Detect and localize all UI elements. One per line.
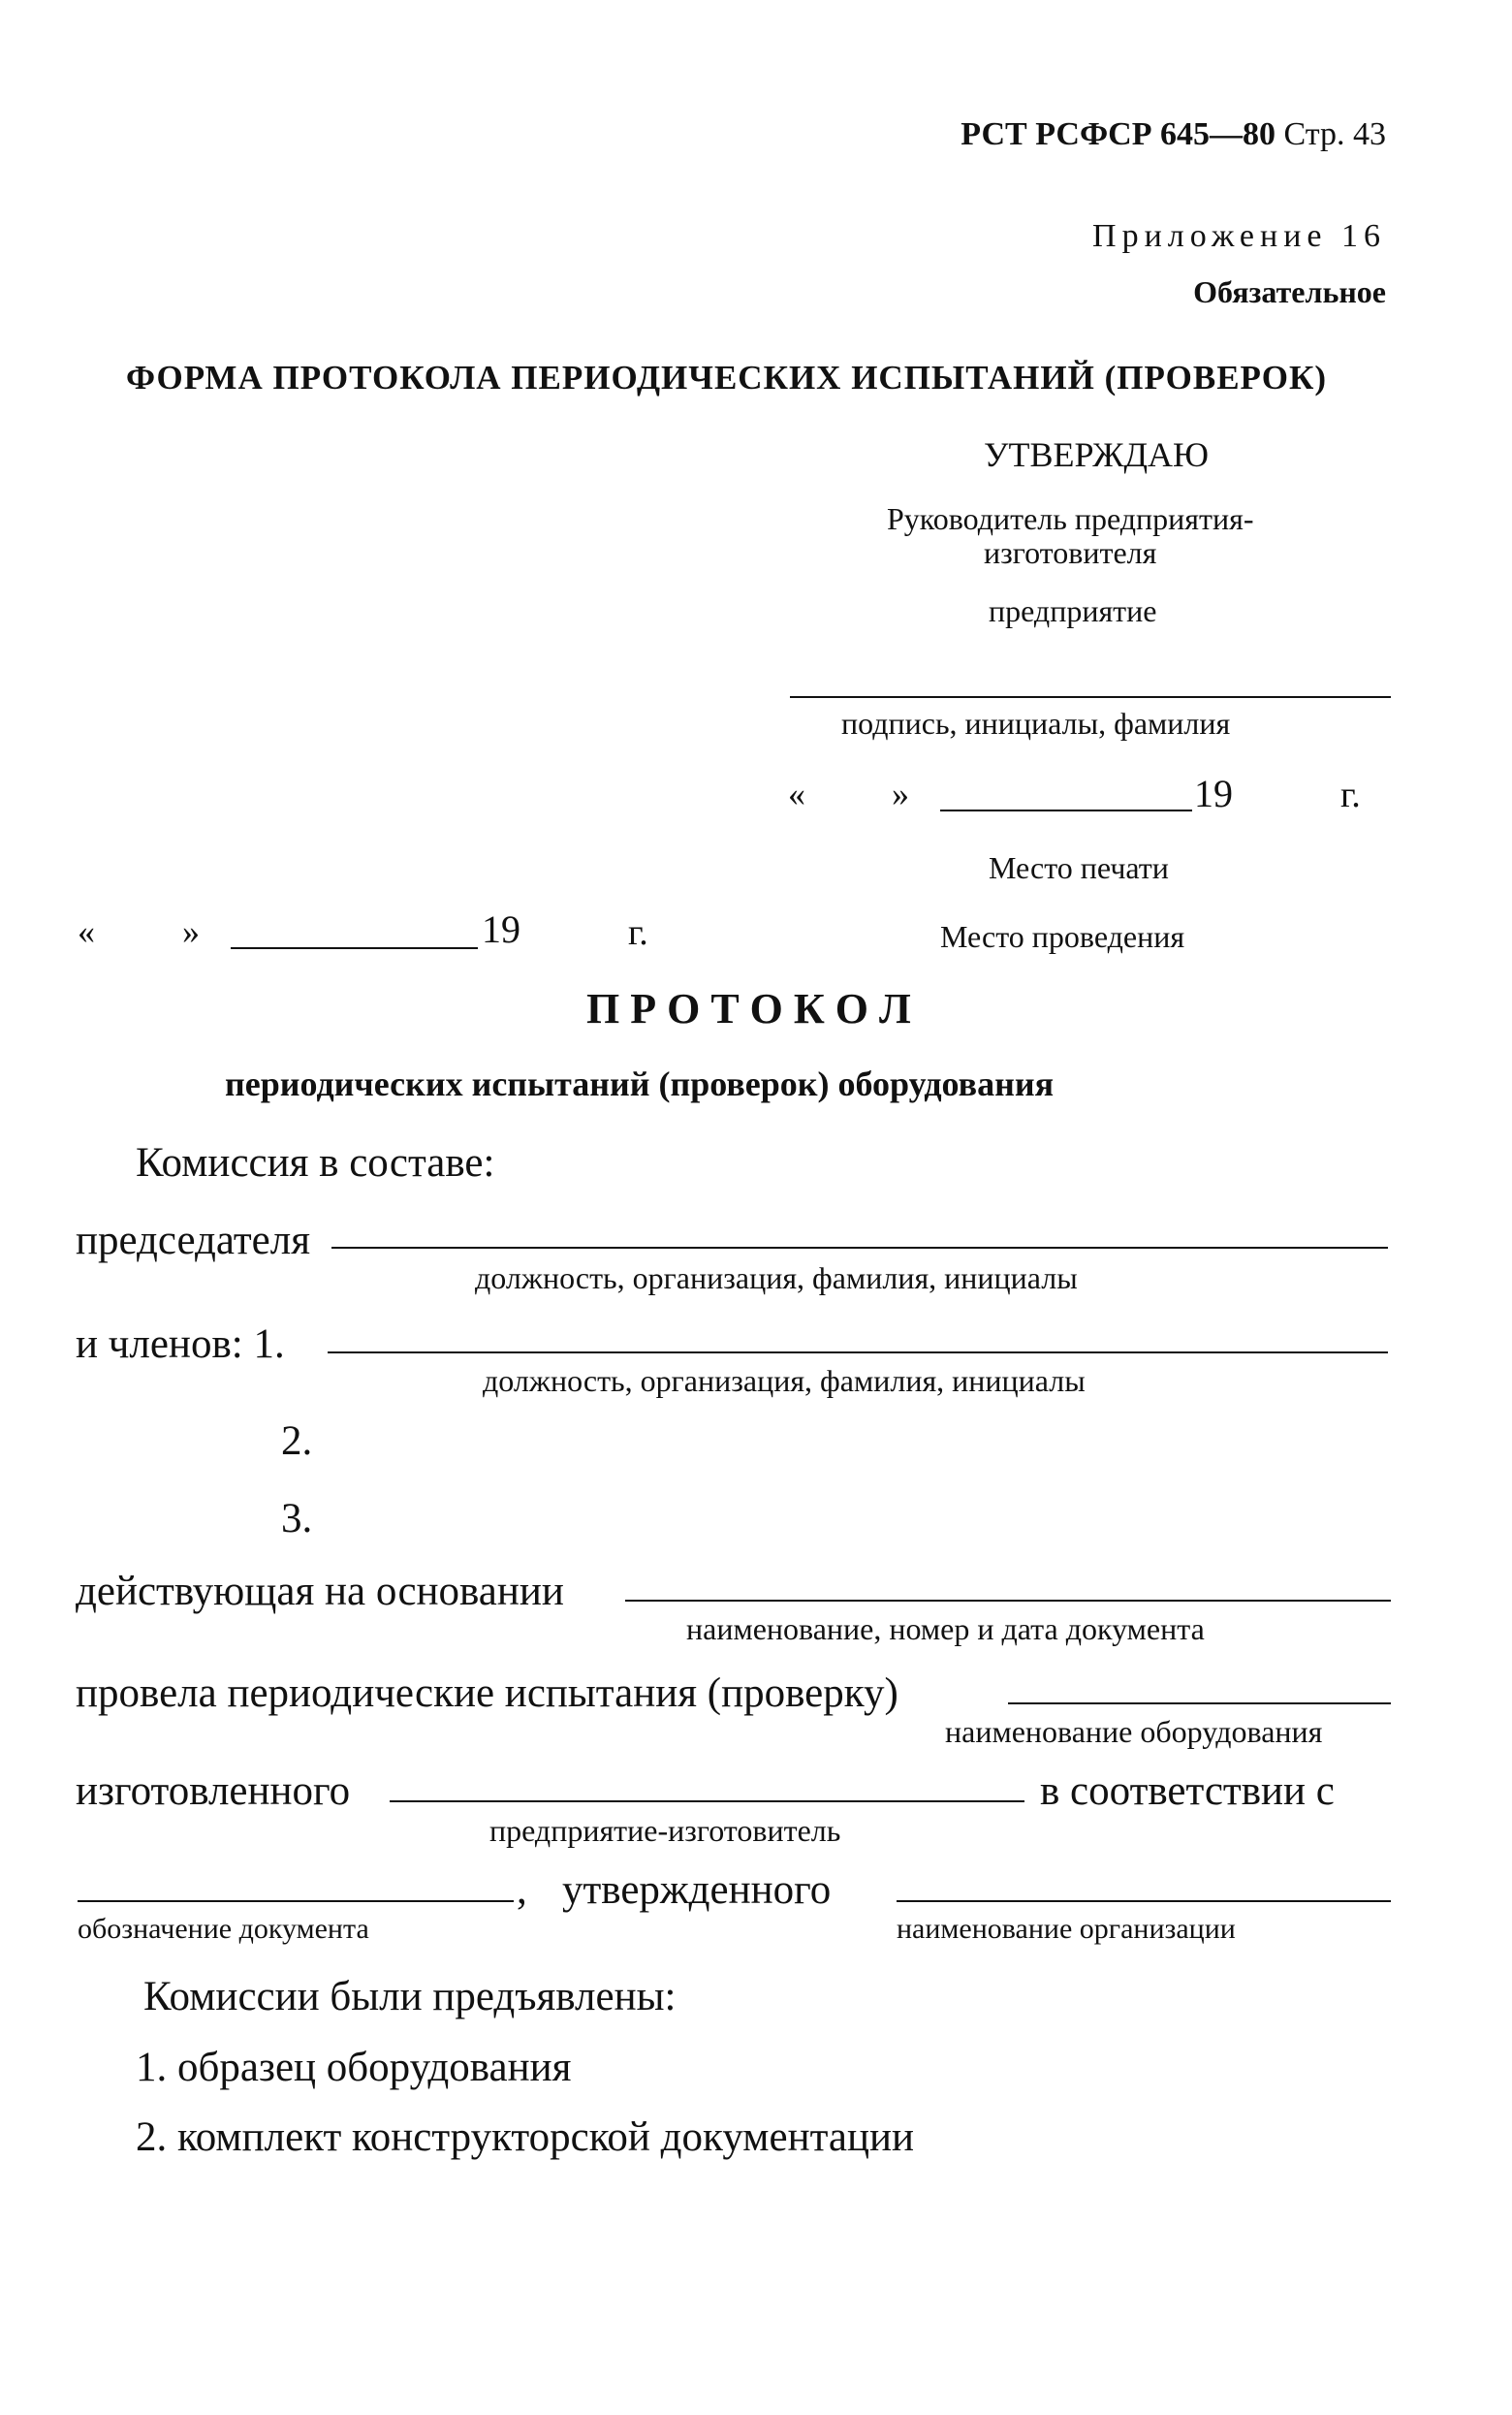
head-title-line2: изготовителя [984, 535, 1157, 570]
enterprise-label: предприятие [989, 593, 1157, 628]
organization-line[interactable] [897, 1900, 1391, 1902]
manufacturer-line[interactable] [390, 1800, 1024, 1802]
chairman-line[interactable] [331, 1247, 1388, 1249]
manufactured-label: изготовленного [76, 1768, 351, 1814]
standard-code: РСТ РСФСР 645—80 [961, 116, 1276, 152]
commission-intro: Комиссия в составе: [136, 1140, 495, 1186]
members-caption: должность, организация, фамилия, инициалы [483, 1363, 1086, 1398]
presented-item-1: 1. образец оборудования [136, 2045, 572, 2090]
chairman-caption: должность, организация, фамилия, инициалы [475, 1260, 1078, 1295]
members-label: и членов: 1. [76, 1321, 285, 1367]
member1-line[interactable] [328, 1351, 1388, 1353]
signature-caption: подпись, инициалы, фамилия [841, 706, 1231, 741]
seal-place: Место печати [989, 850, 1169, 885]
organization-caption: наименование организации [897, 1913, 1236, 1945]
basis-caption: наименование, номер и дата документа [686, 1611, 1205, 1646]
approve-label: УТВЕРЖДАЮ [984, 435, 1210, 474]
member3-number: 3. [281, 1496, 313, 1541]
according-label: в соответствии с [1040, 1768, 1335, 1814]
testing-caption: наименование оборудования [945, 1714, 1323, 1749]
head-title-line1: Руководитель предприятия- [887, 501, 1254, 536]
approved-label: утвержденного [562, 1867, 832, 1913]
page-number: Стр. 43 [1283, 116, 1386, 152]
approval-year: 19 [1194, 772, 1233, 815]
appendix-label: Приложение 16 [1092, 218, 1386, 254]
protocol-year: 19 [482, 907, 520, 951]
member2-number: 2. [281, 1418, 313, 1464]
signature-line[interactable] [790, 696, 1391, 698]
protocol-date-close: » [182, 912, 200, 951]
approval-date-month-line[interactable] [940, 810, 1192, 811]
testing-label: провела периодические испытания (проверку) [76, 1670, 898, 1716]
presented-intro: Комиссии были предъявлены: [143, 1974, 677, 2019]
protocol-year-suffix: г. [628, 912, 648, 953]
document-caption: обозначение документа [78, 1913, 369, 1945]
approved-comma: , [517, 1867, 527, 1913]
testing-line[interactable] [1008, 1702, 1391, 1704]
page-header [961, 116, 1386, 153]
protocol-title: П Р О Т О К О Л [586, 985, 911, 1033]
approval-date-close: » [892, 775, 909, 813]
presented-item-2: 2. комплект конструкторской документации [136, 2114, 915, 2160]
manufacturer-caption: предприятие-изготовитель [489, 1813, 841, 1848]
appendix-status: Обязательное [1193, 274, 1386, 309]
basis-line[interactable] [625, 1600, 1391, 1602]
protocol-date-month-line[interactable] [231, 947, 478, 949]
basis-label: действующая на основании [76, 1569, 564, 1614]
chairman-label: председателя [76, 1218, 311, 1263]
protocol-subtitle: периодических испытаний (проверок) оборудования [225, 1065, 1055, 1103]
approval-date-open: « [788, 775, 805, 813]
document-line[interactable] [78, 1900, 514, 1902]
protocol-date-open: « [78, 912, 95, 951]
approval-year-suffix: г. [1340, 775, 1361, 815]
place-label: Место проведения [940, 919, 1185, 954]
form-title: ФОРМА ПРОТОКОЛА ПЕРИОДИЧЕСКИХ ИСПЫТАНИЙ (ПРОВЕРОК) [126, 359, 1327, 397]
